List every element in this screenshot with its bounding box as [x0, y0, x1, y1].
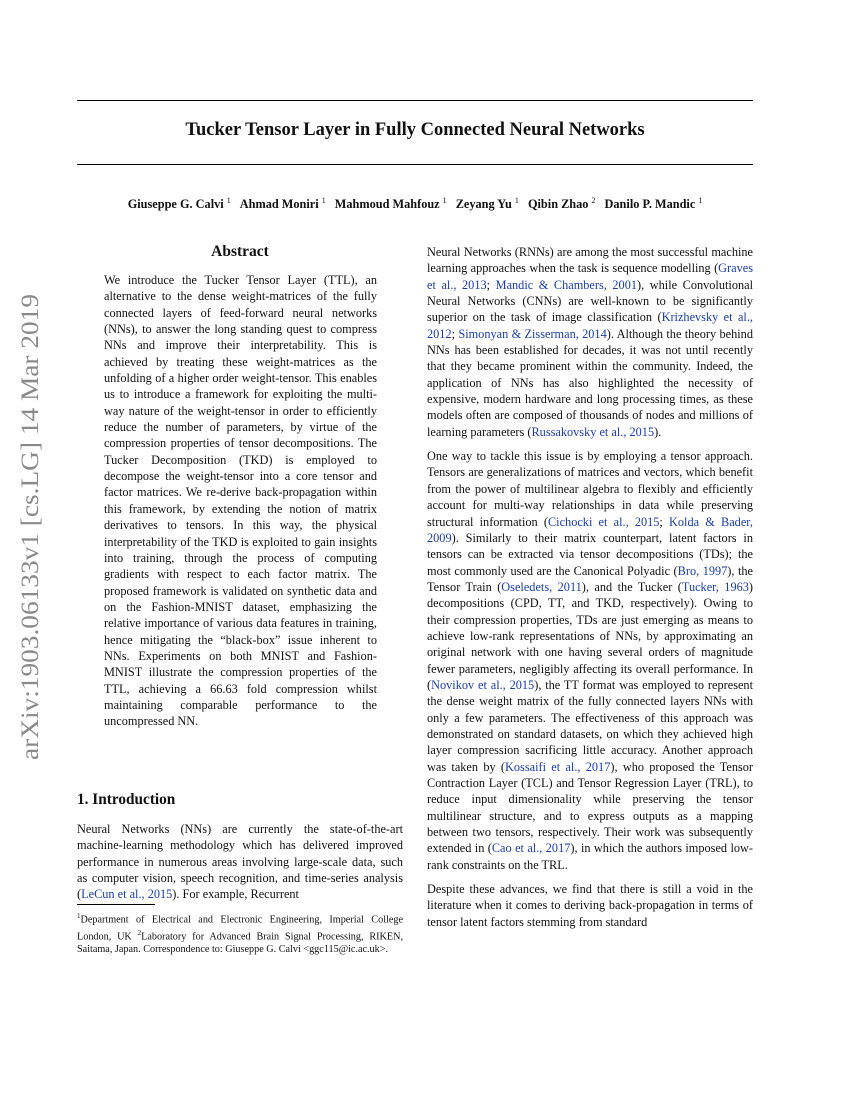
affiliation-footnote: $^1$Department of Electrical and Electronic Engineering, Imperial College London, UK $^2$Laboratory for Advanced Brain Signal Processing, RIKEN, Saitama, Japan. Correspondence to: Giuseppe G. Calvi <ggc115@ic.ac.uk>. [77, 912, 404, 956]
author-list [77, 196, 753, 212]
citation-link[interactable]: Kossaifi et al., 2017 [505, 759, 611, 774]
citation-link[interactable]: Krizhevsky et al., 2012 [427, 310, 753, 341]
author: Mahmoud Mahfouz $^1$ [334, 196, 447, 212]
right-column [427, 244, 753, 938]
citation-link[interactable]: Simonyan & Zisserman, 2014 [458, 326, 607, 341]
title-bottom-rule [77, 164, 753, 165]
citation-link[interactable]: LeCun et al., 2015 [81, 887, 173, 902]
citation-link[interactable]: Bro, 1997 [677, 563, 728, 578]
citation-link[interactable]: Kolda & Bader, 2009 [427, 514, 753, 545]
author: Giuseppe G. Calvi $^1$ [127, 196, 231, 212]
abstract-body: We introduce the Tucker Tensor Layer (TTL), an alternative to the dense weight-matrices of the fully connected layers of feed-forward neural networks (NNs), to answer the long standing quest to compress NNs and improve their interpretability. This is achieved by treating these weight-matrices as the unfolding of a higher order weight-tensor. This enables us to introduce a framework for exploiting the multi-way nature of the weight-tensor in order to efficiently reduce the number of parameters, by virtue of the compression properties of tensor decompositions. The Tucker Decomposition (TKD) is employed to decompose the weight-tensor into a core tensor and factor matrices. We re-derive back-propagation within this framework, by extending the notion of matrix derivatives to tensors. In this way, the physical interpretability of the TKD is exploited to gain insights into training, through the process of computing gradients with respect to each factor matrix. The proposed framework is validated on synthetic data and on the Fashion-MNIST dataset, emphasizing the relative importance of various data features in training, hence mitigating the “black-box” issue inherent to NNs. Experiments on both MNIST and Fashion-MNIST illustrate the compression properties of the TTL, achieving a 66.63 fold compression whilst maintaining comparable performance to the uncompressed NN. [104, 273, 377, 729]
footnote-rule [77, 904, 155, 905]
citation-link[interactable]: Russakovsky et al., 2015 [531, 424, 655, 439]
citation-link[interactable]: Mandic & Chambers, 2001 [495, 277, 638, 292]
author: Zeyang Yu $^1$ [455, 196, 519, 212]
author: Qibin Zhao $^2$ [527, 196, 596, 212]
citation-link[interactable]: Oseledets, 2011 [501, 579, 582, 594]
citation-link[interactable]: Tucker, 1963 [681, 579, 749, 594]
citation-link[interactable]: Cichocki et al., 2015 [547, 514, 660, 529]
author: Ahmad Moniri $^1$ [239, 196, 326, 212]
abstract-heading: Abstract [211, 243, 269, 260]
arxiv-stamp-text: arXiv:1903.06133v1 [cs.LG] 14 Mar 2019 [15, 325, 44, 760]
top-rule [77, 100, 753, 101]
citation-link[interactable]: Cao et al., 2017 [491, 841, 571, 856]
introduction-paragraph: Neural Networks (NNs) are currently the state-of-the-art machine-learning methodology which has delivered improved performance in numerous areas involving large-scale data, such as computer vision, speech recognition, and time-series analysis (LeCun et al., 2015). For example, Recurrent [77, 822, 403, 902]
section-heading-introduction: 1. Introduction [77, 791, 176, 808]
paragraph: Neural Networks (RNNs) are among the most successful machine learning approaches when the task is sequence modelling (Graves et al., 2013; Mandic & Chambers, 2001), while Convolutional Neural Networks (CNNs) are well-known to be significantly superior on the task of image classification (Krizhevsky et al., 2012; Simonyan & Zisserman, 2014). Although the theory behind NNs has been established for decades, it was not until recently that they became prominent within the community. Indeed, the application of NNs has also highlighted the necessity of expensive, modern hardware and long processing times, as these models often are composed of thousands of nodes and millions of learning parameters (Russakovsky et al., 2015). [427, 245, 754, 439]
arxiv-side-stamp [5, 290, 47, 760]
paragraph: One way to tackle this issue is by employing a tensor approach. Tensors are generalizations of matrices and vectors, which benefit from the power of multilinear algebra to flexibly and efficiently account for multi-way relationships in data while preserving structural information (Cichocki et al., 2015; Kolda & Bader, 2009). Similarly to their matrix counterpart, latent factors in tensors can be extracted via tensor decompositions (TDs); the most commonly used are the Canonical Polyadic (Bro, 1997), the Tensor Train (Oseledets, 2011), and the Tucker (Tucker, 1963) decompositions (CPD, TT, and TKD, respectively). Owing to their compression properties, TDs are just emerging as means to achieve low-rank representations of NNs, by approximating an original network with one having several orders of magnitude fewer parameters, negligibly affecting its overall performance. In (Novikov et al., 2015), the TT format was employed to represent the dense weight matrix of the fully connected layers NNs with only a few parameters. The effectiveness of this approach was demonstrated on standard datasets, on which they achieved high layer compression sacrificing little accuracy. Another approach was taken by (Kossaifi et al., 2017), who proposed the Tensor Contraction Layer (TCL) and Tensor Regression Layer (TRL), to reduce input dimensionality while preserving the tensor multilinear structure, and to express outputs as a mapping between two tensors, respectively. Their work was subsequently extended in (Cao et al., 2017), in which the authors imposed low-rank constraints on the TRL. [427, 449, 754, 872]
citation-link[interactable]: Graves et al., 2013 [427, 261, 753, 292]
paragraph: Despite these advances, we find that there is still a void in the literature when it comes to deriving back-propagation in terms of tensor latent factors stemming from standard [427, 882, 753, 929]
paper-title: Tucker Tensor Layer in Fully Connected Neural Networks [185, 120, 645, 140]
author: Danilo P. Mandic $^1$ [604, 196, 703, 212]
citation-link[interactable]: Novikov et al., 2015 [431, 677, 535, 692]
